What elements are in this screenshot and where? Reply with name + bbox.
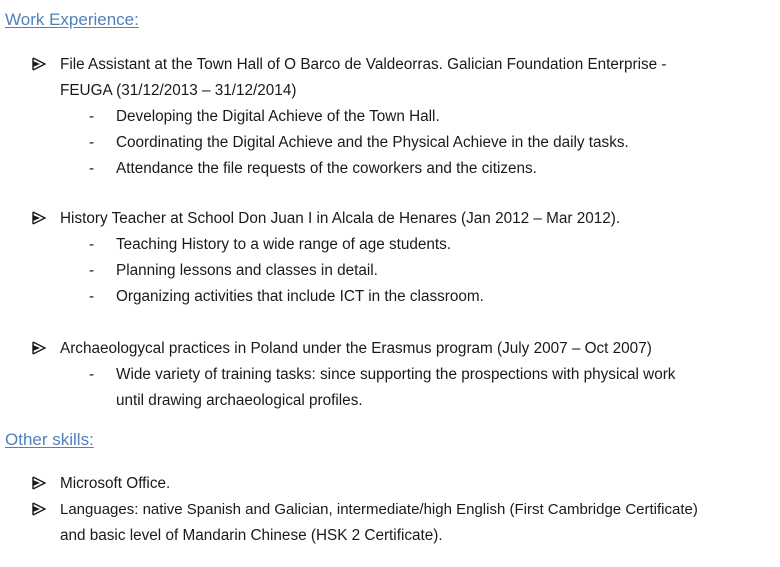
other-skills-heading: Other skills: bbox=[5, 430, 94, 449]
dash-bullet: - bbox=[89, 134, 95, 151]
arrow-bullet-icon bbox=[32, 211, 46, 225]
arrow-bullet-icon bbox=[32, 57, 46, 71]
dash-bullet: - bbox=[89, 262, 95, 279]
arrow-bullet-icon bbox=[32, 341, 46, 355]
dash-bullet: - bbox=[89, 366, 95, 383]
arrow-bullet-icon bbox=[32, 476, 46, 490]
dash-bullet: - bbox=[89, 288, 95, 305]
job-title-line: FEUGA (31/12/2013 – 31/12/2014) bbox=[60, 82, 297, 99]
skill-item: and basic level of Mandarin Chinese (HSK 2 Certificate). bbox=[60, 527, 443, 544]
job-task: Organizing activities that include ICT in the classroom. bbox=[116, 288, 484, 305]
job-task: Planning lessons and classes in detail. bbox=[116, 262, 378, 279]
job-task: until drawing archaeological profiles. bbox=[116, 392, 363, 409]
skill-item: Microsoft Office. bbox=[60, 475, 171, 492]
job-title-line: History Teacher at School Don Juan I in Alcala de Henares (Jan 2012 – Mar 2012). bbox=[60, 210, 621, 227]
job-task: Attendance the file requests of the coworkers and the citizens. bbox=[116, 160, 537, 177]
job-task: Developing the Digital Achieve of the Town Hall. bbox=[116, 108, 440, 125]
dash-bullet: - bbox=[89, 236, 95, 253]
skill-item: Languages: native Spanish and Galician, intermediate/high English (First Cambridge Certificate) bbox=[60, 501, 698, 518]
job-title-line: Archaeologycal practices in Poland under the Erasmus program (July 2007 – Oct 2007) bbox=[60, 340, 652, 357]
work-experience-heading: Work Experience: bbox=[5, 10, 139, 29]
job-task: Wide variety of training tasks: since supporting the prospections with physical work bbox=[116, 366, 676, 383]
dash-bullet: - bbox=[89, 108, 95, 125]
job-task: Teaching History to a wide range of age students. bbox=[116, 236, 452, 253]
dash-bullet: - bbox=[89, 160, 95, 177]
job-title-line: File Assistant at the Town Hall of O Barco de Valdeorras. Galician Foundation Enterprise - bbox=[60, 56, 667, 73]
arrow-bullet-icon bbox=[32, 502, 46, 516]
job-task: Coordinating the Digital Achieve and the Physical Achieve in the daily tasks. bbox=[116, 134, 629, 151]
